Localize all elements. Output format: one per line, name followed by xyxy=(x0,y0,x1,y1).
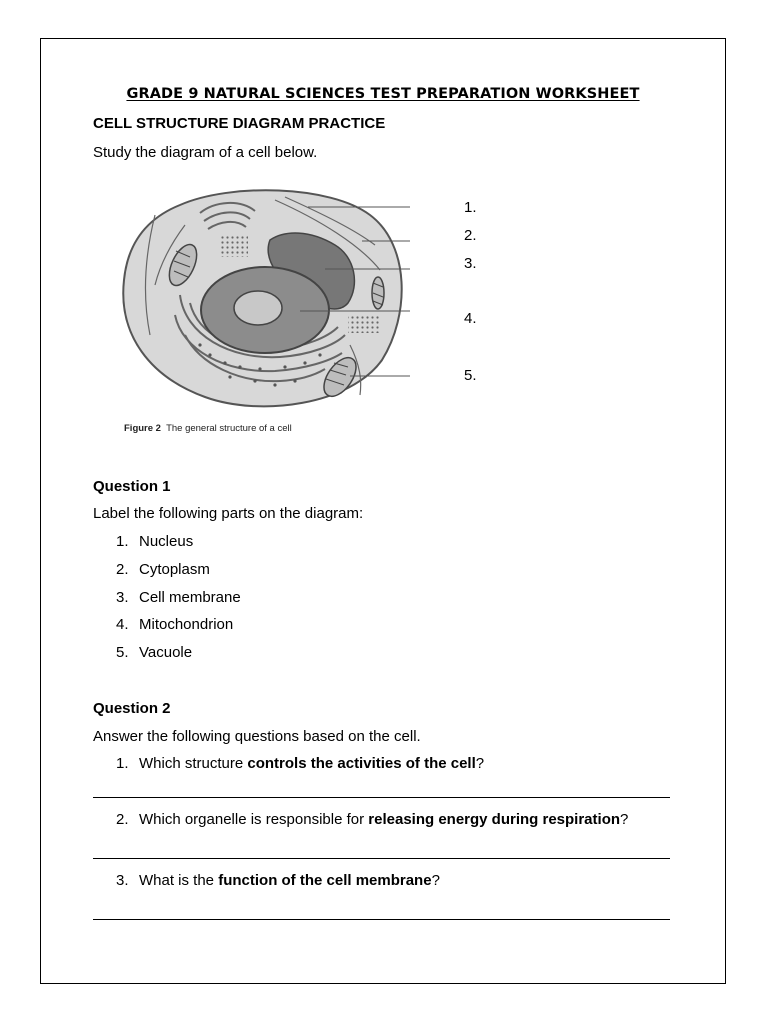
q1-item-text: Vacuole xyxy=(139,644,193,661)
q1-item-text: Nucleus xyxy=(139,533,194,550)
answer-line[interactable] xyxy=(93,858,670,859)
intro-text: Study the diagram of a cell below. xyxy=(93,144,318,161)
q1-item-text: Mitochondrion xyxy=(139,616,234,633)
ribosome-cluster xyxy=(220,235,248,257)
q2-item-number: 2. xyxy=(116,811,129,828)
q2-item-text: Which organelle is responsible for releasing energy during respiration? xyxy=(139,811,629,828)
ribosome-cluster xyxy=(348,315,380,333)
q1-item-number: 5. xyxy=(116,644,129,661)
section-subtitle: CELL STRUCTURE DIAGRAM PRACTICE xyxy=(93,115,386,132)
question-1-prompt: Label the following parts on the diagram: xyxy=(93,505,364,522)
diagram-label-5: 5. xyxy=(464,367,477,384)
q2-item-number: 1. xyxy=(116,755,129,772)
question-1-heading: Question 1 xyxy=(93,478,171,495)
q1-item-number: 4. xyxy=(116,616,129,633)
answer-line[interactable] xyxy=(93,797,670,798)
worksheet-title: GRADE 9 NATURAL SCIENCES TEST PREPARATION WORKSHEET xyxy=(126,86,640,102)
diagram-label-2: 2. xyxy=(464,227,477,244)
question-2-prompt: Answer the following questions based on the cell. xyxy=(93,728,421,745)
question-2-heading: Question 2 xyxy=(93,700,171,717)
answer-line[interactable] xyxy=(93,919,670,920)
q2-item-text: Which structure controls the activities of the cell? xyxy=(139,755,485,772)
diagram-label-4: 4. xyxy=(464,310,477,327)
q1-item-text: Cytoplasm xyxy=(139,561,210,578)
q1-item-text: Cell membrane xyxy=(139,589,241,606)
figure-caption: Figure 2 The general structure of a cell xyxy=(124,423,292,434)
q2-item-text: What is the function of the cell membrane? xyxy=(139,872,440,889)
diagram-label-1: 1. xyxy=(464,199,477,216)
q2-item-number: 3. xyxy=(116,872,129,889)
q1-item-number: 2. xyxy=(116,561,129,578)
q1-item-number: 1. xyxy=(116,533,129,550)
cell-diagram xyxy=(110,185,410,415)
diagram-label-3: 3. xyxy=(464,255,477,272)
nucleolus-shape xyxy=(234,291,282,325)
q1-item-number: 3. xyxy=(116,589,129,606)
